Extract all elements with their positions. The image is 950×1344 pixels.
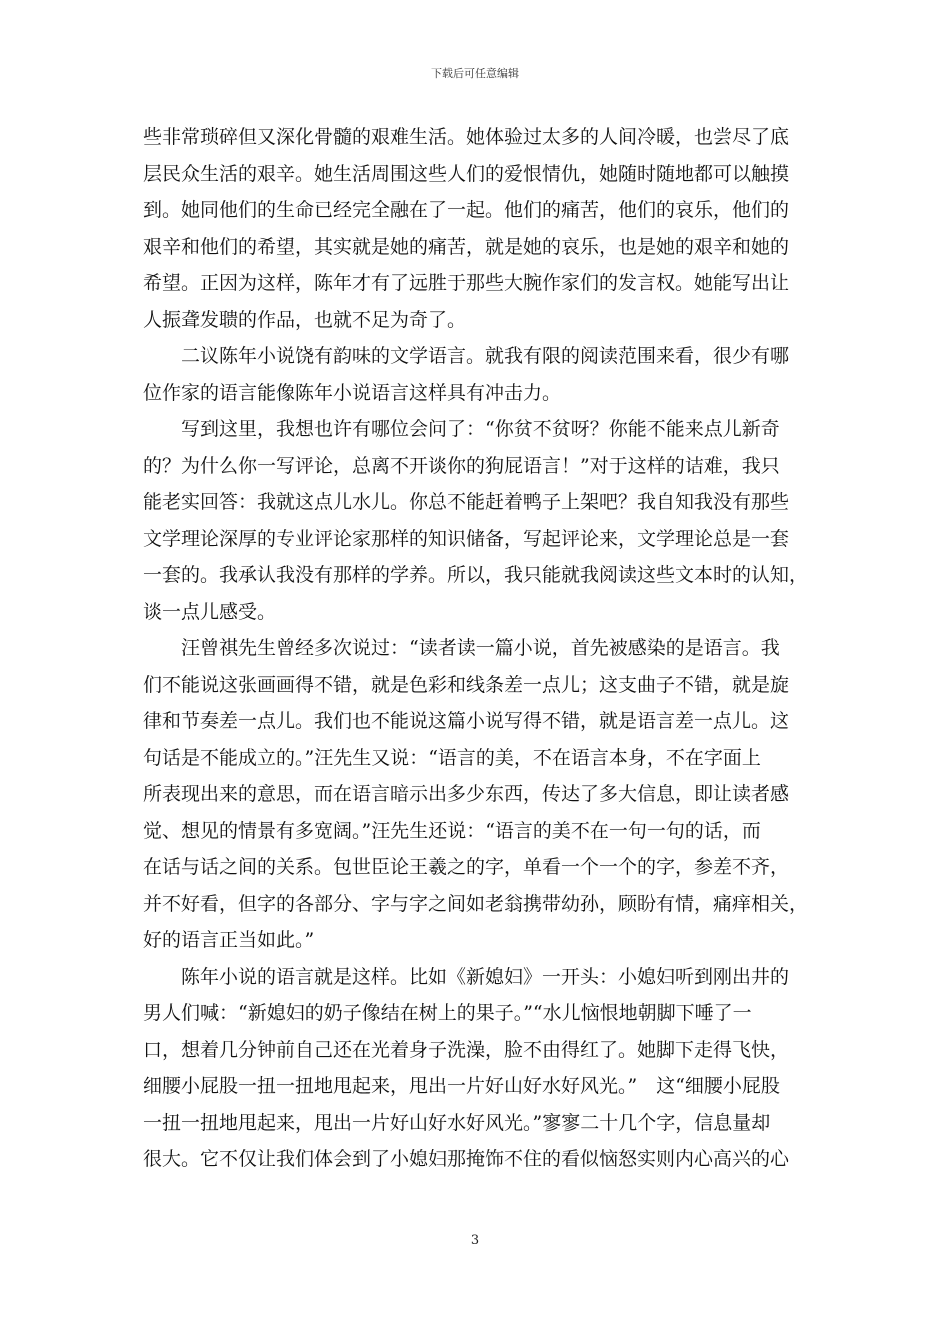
text-line: 细腰小屁股一扭一扭地甩起来，甩出一片好山好水好风光。” 这“细腰小屁股 (143, 1075, 780, 1097)
text-line: 艰辛和他们的希望，其实就是她的痛苦，就是她的哀乐，也是她的艰辛和她的 (143, 235, 790, 258)
text-line: 些非常琐碎但又深化骨髓的艰难生活。她体验过太多的人间冷暖，也尝尽了底 (143, 126, 790, 148)
text-line: 觉、想见的情景有多宽阔。”汪先生还说：“语言的美不在一句一句的话，而 (143, 819, 761, 842)
text-line: 位作家的语言能像陈年小说语言这样具有冲击力。 (143, 381, 562, 404)
text-line: 谈一点儿感受。 (143, 600, 277, 623)
text-line: 陈年小说的语言就是这样。比如《新媳妇》一开头：小媳妇听到刚出井的 (181, 965, 790, 988)
text-line: 男人们喊：“新媳妇的奶子像结在树上的果子。”“水儿恼恨地朝脚下唾了一 (143, 1002, 752, 1024)
text-line: 句话是不能成立的。”汪先生又说：“语言的美，不在语言本身，不在字面上 (143, 746, 761, 769)
text-line: 一套的。我承认我没有那样的学养。所以，我只能就我阅读这些文本时的认知， (143, 564, 809, 586)
body-text (143, 119, 815, 1178)
text-line: 到。她同他们的生命已经完全融在了一起。他们的痛苦，他们的哀乐，他们的 (143, 199, 790, 221)
text-line: 能老实回答：我就这点儿水儿。你总不能赶着鸭子上架吧？我自知我没有那些 (143, 491, 790, 513)
text-line: 写到这里，我想也许有哪位会问了：“你贫不贫呀？你能不能来点儿新奇 (181, 418, 780, 440)
text-line: 的？为什么你一写评论，总离不开谈你的狗屁语言！”对于这样的诘难，我只 (143, 454, 780, 477)
text-line: 希望。正因为这样，陈年才有了远胜于那些大腕作家们的发言权。她能写出让 (143, 272, 790, 294)
text-line: 并不好看，但字的各部分、字与字之间如老翁携带幼孙，顾盼有情，痛痒相关， (143, 892, 809, 915)
text-line: 文学理论深厚的专业评论家那样的知识储备，写起评论来，文学理论总是一套 (143, 527, 790, 550)
text-line: 人振聋发聩的作品，也就不足为奇了。 (143, 308, 467, 331)
text-line: 汪曾祺先生曾经多次说过：“读者读一篇小说，首先被感染的是语言。我 (181, 637, 780, 659)
page-header: 下载后可任意编辑 (431, 67, 519, 80)
text-line: 律和节奏差一点儿。我们也不能说这篇小说写得不错，就是语言差一点儿。这 (143, 710, 790, 732)
text-line: 二议陈年小说饶有韵味的文学语言。就我有限的阅读范围来看，很少有哪 (181, 345, 790, 367)
text-line: 所表现出来的意思，而在语言暗示出多少东西，传达了多大信息，即让读者感 (143, 783, 790, 805)
text-line: 好的语言正当如此。” (143, 929, 315, 951)
text-line: 很大。它不仅让我们体会到了小媳妇那掩饰不住的看似恼怒实则内心高兴的心 (143, 1148, 790, 1170)
text-line: 口，想着几分钟前自己还在光着身子洗澡，脸不由得红了。她脚下走得飞快， (143, 1038, 790, 1061)
text-line: 层民众生活的艰辛。她生活周围这些人们的爱恨情仇，她随时随地都可以触摸 (143, 162, 790, 185)
text-line: 在话与话之间的关系。包世臣论王羲之的字，单看一个一个的字，参差不齐， (143, 856, 790, 878)
text-line: 们不能说这张画画得不错，就是色彩和线条差一点儿；这支曲子不错，就是旋 (143, 673, 790, 696)
text-line: 一扭一扭地甩起来，甩出一片好山好水好风光。”寥寥二十几个字，信息量却 (143, 1111, 771, 1134)
page-number: 3 (470, 1233, 480, 1248)
